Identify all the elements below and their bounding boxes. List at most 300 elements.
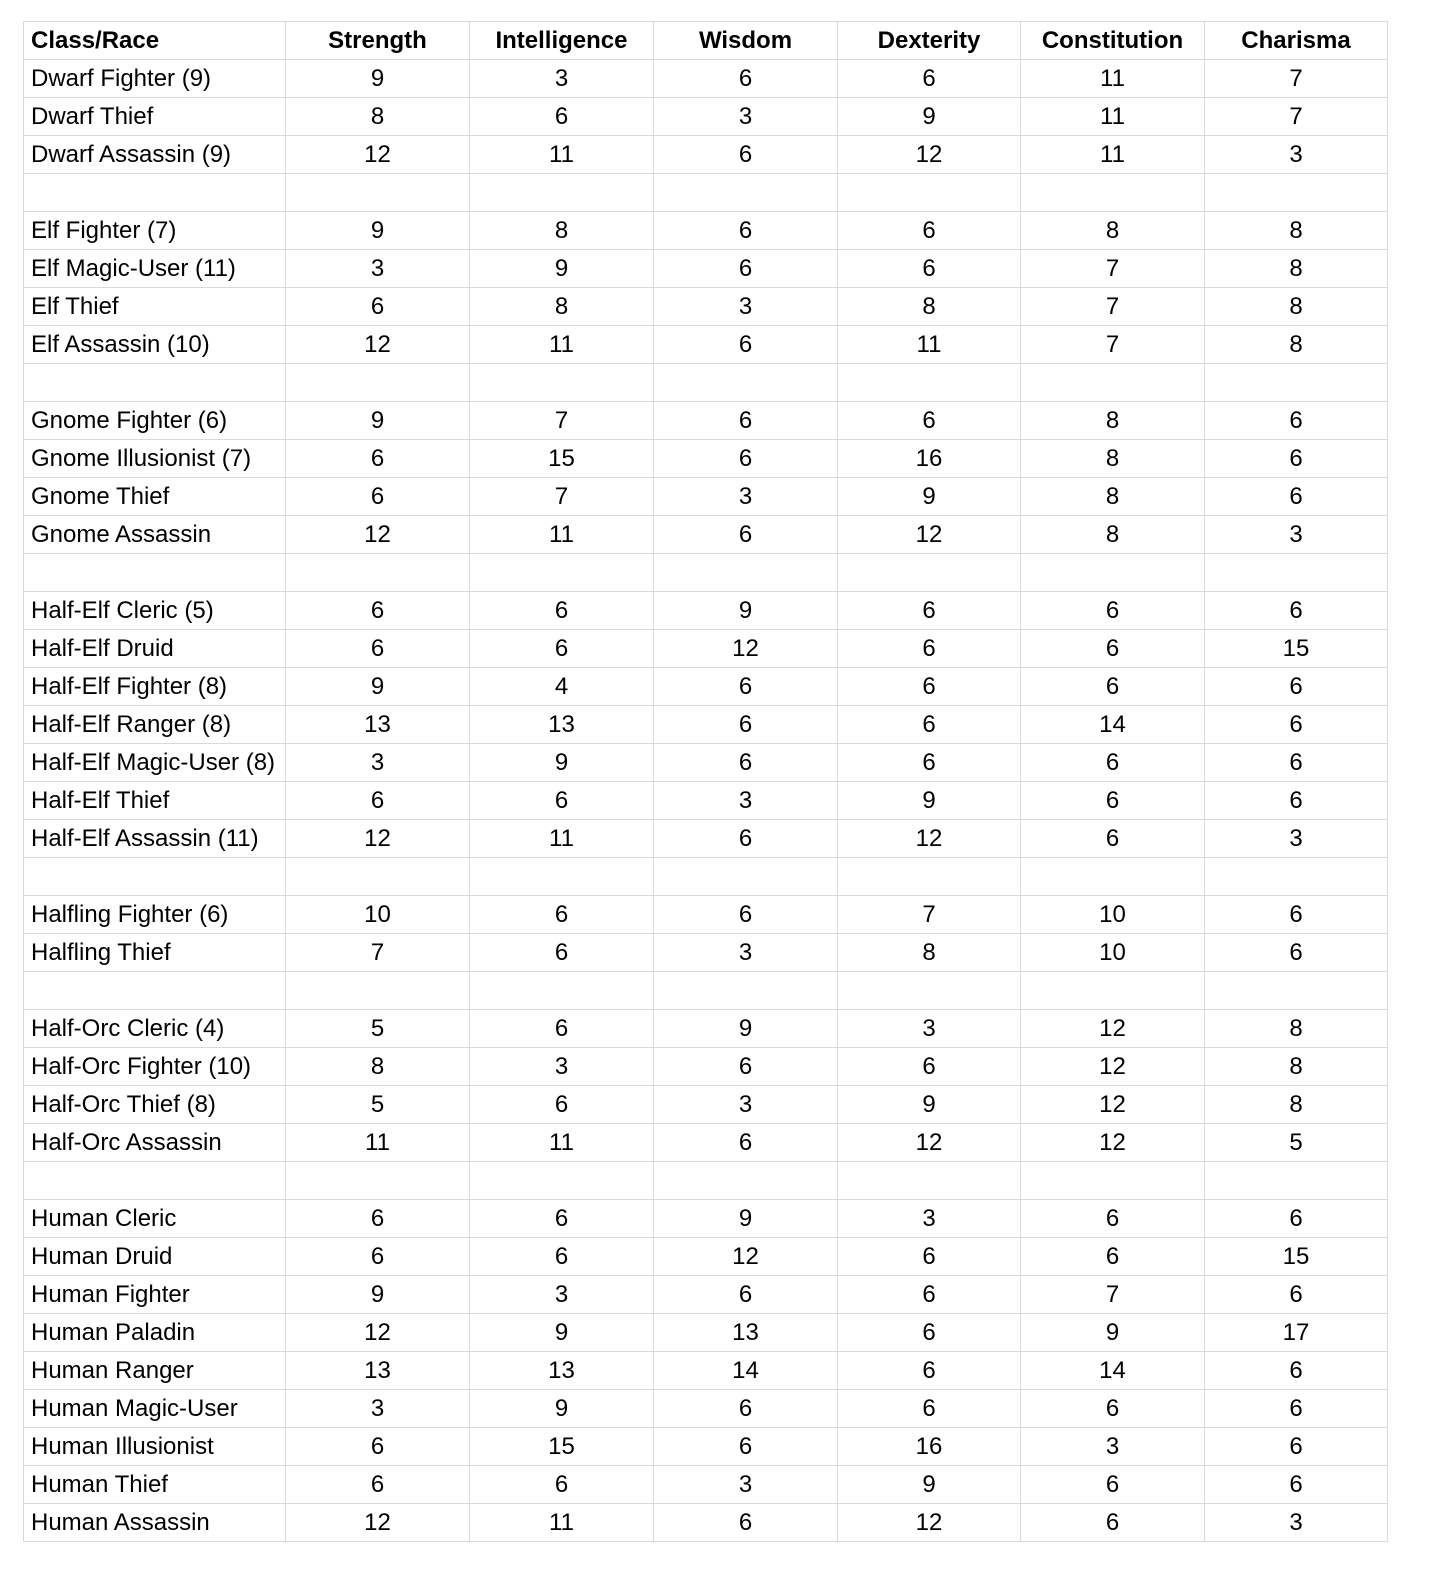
cell-constitution: 12 — [1021, 1010, 1205, 1048]
cell-strength: 5 — [286, 1086, 470, 1124]
cell-constitution: 6 — [1021, 630, 1205, 668]
cell-intelligence: 11 — [470, 820, 654, 858]
table-row — [24, 440, 1388, 478]
cell-charisma: 6 — [1205, 896, 1388, 934]
cell-dexterity: 9 — [838, 782, 1021, 820]
cell-dexterity: 9 — [838, 1086, 1021, 1124]
cell-strength — [286, 554, 470, 592]
table-row — [24, 1010, 1388, 1048]
cell-wisdom: 6 — [654, 136, 838, 174]
cell-wisdom: 3 — [654, 98, 838, 136]
table-row — [24, 516, 1388, 554]
table-row — [24, 1428, 1388, 1466]
cell-constitution: 6 — [1021, 1504, 1205, 1542]
cell-charisma: 6 — [1205, 478, 1388, 516]
cell-charisma: 6 — [1205, 1428, 1388, 1466]
cell-constitution: 6 — [1021, 668, 1205, 706]
cell-class-race: Half-Elf Assassin (11) — [24, 820, 286, 858]
table-row — [24, 250, 1388, 288]
cell-class-race — [24, 174, 286, 212]
cell-constitution: 14 — [1021, 706, 1205, 744]
cell-wisdom: 6 — [654, 1504, 838, 1542]
cell-strength: 6 — [286, 1200, 470, 1238]
cell-constitution: 7 — [1021, 1276, 1205, 1314]
cell-charisma: 6 — [1205, 782, 1388, 820]
cell-dexterity: 3 — [838, 1200, 1021, 1238]
header-wisdom: Wisdom — [654, 22, 838, 60]
cell-constitution: 8 — [1021, 402, 1205, 440]
cell-intelligence: 15 — [470, 440, 654, 478]
cell-class-race: Half-Orc Fighter (10) — [24, 1048, 286, 1086]
cell-constitution: 6 — [1021, 1466, 1205, 1504]
table-row — [24, 98, 1388, 136]
table-row — [24, 744, 1388, 782]
cell-charisma: 6 — [1205, 744, 1388, 782]
cell-dexterity: 12 — [838, 516, 1021, 554]
cell-strength: 3 — [286, 1390, 470, 1428]
table-row — [24, 1276, 1388, 1314]
cell-dexterity — [838, 972, 1021, 1010]
table-row — [24, 1238, 1388, 1276]
table-row — [24, 896, 1388, 934]
cell-charisma: 3 — [1205, 136, 1388, 174]
cell-class-race — [24, 858, 286, 896]
cell-constitution: 8 — [1021, 440, 1205, 478]
cell-strength: 9 — [286, 60, 470, 98]
cell-constitution: 6 — [1021, 592, 1205, 630]
cell-class-race: Human Ranger — [24, 1352, 286, 1390]
cell-charisma: 8 — [1205, 250, 1388, 288]
cell-class-race: Human Fighter — [24, 1276, 286, 1314]
cell-wisdom: 6 — [654, 744, 838, 782]
cell-strength — [286, 972, 470, 1010]
cell-class-race: Human Thief — [24, 1466, 286, 1504]
table-row — [24, 1086, 1388, 1124]
table-row — [24, 1504, 1388, 1542]
cell-charisma: 6 — [1205, 592, 1388, 630]
cell-wisdom: 12 — [654, 630, 838, 668]
table-row — [24, 402, 1388, 440]
cell-strength: 5 — [286, 1010, 470, 1048]
cell-charisma: 8 — [1205, 288, 1388, 326]
cell-charisma — [1205, 174, 1388, 212]
cell-strength — [286, 174, 470, 212]
cell-wisdom: 14 — [654, 1352, 838, 1390]
cell-wisdom: 6 — [654, 1428, 838, 1466]
cell-wisdom: 6 — [654, 1390, 838, 1428]
cell-intelligence: 4 — [470, 668, 654, 706]
spacer-row — [24, 554, 1388, 592]
table-row — [24, 630, 1388, 668]
cell-wisdom: 6 — [654, 706, 838, 744]
cell-strength: 6 — [286, 782, 470, 820]
cell-intelligence: 6 — [470, 934, 654, 972]
cell-intelligence: 9 — [470, 1390, 654, 1428]
cell-class-race — [24, 364, 286, 402]
cell-dexterity: 6 — [838, 1238, 1021, 1276]
cell-intelligence: 13 — [470, 706, 654, 744]
cell-intelligence: 3 — [470, 60, 654, 98]
cell-class-race: Half-Orc Assassin — [24, 1124, 286, 1162]
cell-constitution — [1021, 554, 1205, 592]
cell-intelligence: 6 — [470, 630, 654, 668]
cell-strength: 13 — [286, 1352, 470, 1390]
cell-intelligence: 11 — [470, 326, 654, 364]
cell-wisdom: 9 — [654, 1200, 838, 1238]
cell-wisdom: 6 — [654, 896, 838, 934]
cell-intelligence: 6 — [470, 1466, 654, 1504]
table-row — [24, 60, 1388, 98]
header-intelligence: Intelligence — [470, 22, 654, 60]
table-row — [24, 136, 1388, 174]
cell-constitution: 6 — [1021, 744, 1205, 782]
cell-constitution: 6 — [1021, 782, 1205, 820]
cell-wisdom: 6 — [654, 440, 838, 478]
cell-strength: 12 — [286, 326, 470, 364]
cell-constitution: 7 — [1021, 326, 1205, 364]
header-row — [24, 22, 1388, 60]
cell-strength: 13 — [286, 706, 470, 744]
cell-wisdom: 3 — [654, 478, 838, 516]
cell-strength: 12 — [286, 820, 470, 858]
cell-charisma: 6 — [1205, 1200, 1388, 1238]
cell-charisma: 15 — [1205, 630, 1388, 668]
cell-dexterity: 6 — [838, 706, 1021, 744]
cell-wisdom: 9 — [654, 1010, 838, 1048]
cell-class-race: Gnome Fighter (6) — [24, 402, 286, 440]
cell-dexterity: 9 — [838, 1466, 1021, 1504]
cell-wisdom: 3 — [654, 288, 838, 326]
cell-wisdom — [654, 858, 838, 896]
table-row — [24, 592, 1388, 630]
cell-wisdom: 6 — [654, 326, 838, 364]
cell-wisdom: 6 — [654, 60, 838, 98]
table-body — [24, 60, 1388, 1542]
cell-intelligence: 11 — [470, 136, 654, 174]
cell-dexterity: 12 — [838, 820, 1021, 858]
cell-charisma: 6 — [1205, 934, 1388, 972]
cell-dexterity: 11 — [838, 326, 1021, 364]
cell-strength: 12 — [286, 136, 470, 174]
cell-constitution: 9 — [1021, 1314, 1205, 1352]
cell-class-race: Elf Magic-User (11) — [24, 250, 286, 288]
cell-constitution — [1021, 174, 1205, 212]
cell-class-race: Half-Elf Cleric (5) — [24, 592, 286, 630]
table-row — [24, 326, 1388, 364]
cell-class-race: Dwarf Assassin (9) — [24, 136, 286, 174]
cell-charisma: 6 — [1205, 706, 1388, 744]
cell-class-race: Human Magic-User — [24, 1390, 286, 1428]
cell-dexterity: 16 — [838, 1428, 1021, 1466]
cell-constitution: 8 — [1021, 516, 1205, 554]
header-constitution: Constitution — [1021, 22, 1205, 60]
cell-intelligence: 3 — [470, 1276, 654, 1314]
cell-dexterity: 12 — [838, 1124, 1021, 1162]
cell-dexterity: 12 — [838, 1504, 1021, 1542]
cell-class-race: Elf Assassin (10) — [24, 326, 286, 364]
cell-constitution — [1021, 972, 1205, 1010]
cell-charisma: 6 — [1205, 1390, 1388, 1428]
cell-dexterity: 6 — [838, 1352, 1021, 1390]
cell-strength: 8 — [286, 1048, 470, 1086]
cell-strength: 9 — [286, 402, 470, 440]
cell-class-race: Half-Orc Thief (8) — [24, 1086, 286, 1124]
cell-strength: 6 — [286, 288, 470, 326]
cell-constitution — [1021, 1162, 1205, 1200]
cell-charisma: 3 — [1205, 820, 1388, 858]
cell-class-race: Half-Elf Ranger (8) — [24, 706, 286, 744]
cell-wisdom: 6 — [654, 820, 838, 858]
cell-dexterity — [838, 554, 1021, 592]
cell-dexterity — [838, 858, 1021, 896]
cell-intelligence: 9 — [470, 250, 654, 288]
cell-strength: 6 — [286, 1466, 470, 1504]
cell-intelligence: 6 — [470, 1086, 654, 1124]
cell-strength: 11 — [286, 1124, 470, 1162]
cell-charisma: 17 — [1205, 1314, 1388, 1352]
cell-class-race: Human Druid — [24, 1238, 286, 1276]
cell-dexterity: 6 — [838, 592, 1021, 630]
cell-charisma: 8 — [1205, 1086, 1388, 1124]
table-row — [24, 288, 1388, 326]
cell-wisdom: 6 — [654, 402, 838, 440]
table-row — [24, 1466, 1388, 1504]
header-class-race: Class/Race — [24, 22, 286, 60]
spacer-row — [24, 858, 1388, 896]
cell-strength — [286, 858, 470, 896]
cell-strength: 9 — [286, 1276, 470, 1314]
cell-dexterity: 9 — [838, 478, 1021, 516]
cell-wisdom: 13 — [654, 1314, 838, 1352]
cell-constitution: 12 — [1021, 1048, 1205, 1086]
cell-class-race: Human Illusionist — [24, 1428, 286, 1466]
cell-strength: 8 — [286, 98, 470, 136]
cell-dexterity: 12 — [838, 136, 1021, 174]
cell-class-race: Halfling Thief — [24, 934, 286, 972]
cell-intelligence: 13 — [470, 1352, 654, 1390]
spacer-row — [24, 972, 1388, 1010]
spacer-row — [24, 364, 1388, 402]
table-row — [24, 706, 1388, 744]
cell-charisma — [1205, 554, 1388, 592]
cell-charisma — [1205, 1162, 1388, 1200]
spacer-row — [24, 174, 1388, 212]
cell-constitution: 6 — [1021, 1238, 1205, 1276]
cell-intelligence: 8 — [470, 288, 654, 326]
cell-constitution: 10 — [1021, 934, 1205, 972]
cell-charisma — [1205, 858, 1388, 896]
cell-strength: 3 — [286, 250, 470, 288]
cell-wisdom: 3 — [654, 934, 838, 972]
cell-strength: 6 — [286, 440, 470, 478]
cell-strength: 12 — [286, 1504, 470, 1542]
cell-strength — [286, 364, 470, 402]
cell-intelligence: 6 — [470, 782, 654, 820]
header-dexterity: Dexterity — [838, 22, 1021, 60]
cell-constitution: 8 — [1021, 478, 1205, 516]
cell-strength: 9 — [286, 668, 470, 706]
cell-wisdom: 6 — [654, 668, 838, 706]
table-header — [24, 22, 1388, 60]
cell-dexterity: 8 — [838, 934, 1021, 972]
cell-class-race: Halfling Fighter (6) — [24, 896, 286, 934]
cell-intelligence — [470, 364, 654, 402]
cell-wisdom: 3 — [654, 782, 838, 820]
class-race-table — [23, 21, 1388, 1542]
cell-constitution — [1021, 364, 1205, 402]
cell-class-race: Elf Fighter (7) — [24, 212, 286, 250]
cell-wisdom — [654, 174, 838, 212]
cell-constitution: 7 — [1021, 250, 1205, 288]
cell-intelligence — [470, 858, 654, 896]
cell-strength: 12 — [286, 1314, 470, 1352]
cell-constitution: 14 — [1021, 1352, 1205, 1390]
table-row — [24, 478, 1388, 516]
cell-dexterity: 6 — [838, 212, 1021, 250]
cell-charisma: 5 — [1205, 1124, 1388, 1162]
cell-wisdom — [654, 554, 838, 592]
cell-charisma: 15 — [1205, 1238, 1388, 1276]
cell-dexterity — [838, 174, 1021, 212]
cell-strength: 7 — [286, 934, 470, 972]
cell-constitution — [1021, 858, 1205, 896]
cell-strength: 10 — [286, 896, 470, 934]
cell-constitution: 11 — [1021, 60, 1205, 98]
cell-constitution: 12 — [1021, 1124, 1205, 1162]
cell-intelligence: 9 — [470, 1314, 654, 1352]
cell-wisdom: 12 — [654, 1238, 838, 1276]
cell-intelligence: 11 — [470, 516, 654, 554]
cell-charisma: 7 — [1205, 60, 1388, 98]
cell-charisma: 6 — [1205, 1466, 1388, 1504]
cell-wisdom — [654, 364, 838, 402]
cell-wisdom: 6 — [654, 1048, 838, 1086]
table-row — [24, 212, 1388, 250]
cell-strength: 6 — [286, 630, 470, 668]
cell-class-race: Half-Elf Magic-User (8) — [24, 744, 286, 782]
cell-dexterity: 6 — [838, 1390, 1021, 1428]
cell-charisma — [1205, 972, 1388, 1010]
spacer-row — [24, 1162, 1388, 1200]
cell-intelligence — [470, 1162, 654, 1200]
cell-constitution: 6 — [1021, 820, 1205, 858]
cell-dexterity: 6 — [838, 402, 1021, 440]
cell-strength — [286, 1162, 470, 1200]
cell-strength: 9 — [286, 212, 470, 250]
cell-dexterity: 8 — [838, 288, 1021, 326]
header-charisma: Charisma — [1205, 22, 1388, 60]
cell-wisdom: 3 — [654, 1466, 838, 1504]
cell-strength: 3 — [286, 744, 470, 782]
cell-constitution: 8 — [1021, 212, 1205, 250]
header-strength: Strength — [286, 22, 470, 60]
cell-intelligence: 6 — [470, 1010, 654, 1048]
cell-wisdom: 3 — [654, 1086, 838, 1124]
cell-charisma: 8 — [1205, 1010, 1388, 1048]
cell-wisdom: 6 — [654, 1124, 838, 1162]
cell-constitution: 3 — [1021, 1428, 1205, 1466]
cell-dexterity: 6 — [838, 250, 1021, 288]
cell-wisdom: 6 — [654, 516, 838, 554]
table-row — [24, 934, 1388, 972]
cell-class-race — [24, 972, 286, 1010]
cell-dexterity: 6 — [838, 1314, 1021, 1352]
table-row — [24, 1048, 1388, 1086]
cell-class-race: Human Cleric — [24, 1200, 286, 1238]
cell-strength: 6 — [286, 1428, 470, 1466]
cell-intelligence: 6 — [470, 1238, 654, 1276]
cell-intelligence: 11 — [470, 1504, 654, 1542]
cell-dexterity: 9 — [838, 98, 1021, 136]
cell-constitution: 6 — [1021, 1390, 1205, 1428]
cell-class-race: Dwarf Fighter (9) — [24, 60, 286, 98]
cell-intelligence: 7 — [470, 478, 654, 516]
cell-constitution: 7 — [1021, 288, 1205, 326]
cell-dexterity: 6 — [838, 744, 1021, 782]
cell-charisma: 3 — [1205, 516, 1388, 554]
table-row — [24, 1352, 1388, 1390]
cell-intelligence: 8 — [470, 212, 654, 250]
cell-intelligence — [470, 972, 654, 1010]
cell-charisma: 6 — [1205, 440, 1388, 478]
cell-dexterity: 6 — [838, 630, 1021, 668]
cell-wisdom: 6 — [654, 212, 838, 250]
table-row — [24, 1200, 1388, 1238]
cell-strength: 12 — [286, 516, 470, 554]
cell-charisma: 8 — [1205, 212, 1388, 250]
cell-dexterity: 6 — [838, 668, 1021, 706]
cell-class-race: Half-Elf Thief — [24, 782, 286, 820]
table-row — [24, 820, 1388, 858]
table-row — [24, 1124, 1388, 1162]
cell-charisma: 6 — [1205, 1276, 1388, 1314]
cell-class-race: Human Assassin — [24, 1504, 286, 1542]
cell-class-race: Gnome Assassin — [24, 516, 286, 554]
cell-intelligence — [470, 174, 654, 212]
cell-wisdom: 6 — [654, 250, 838, 288]
cell-dexterity: 3 — [838, 1010, 1021, 1048]
cell-class-race: Gnome Illusionist (7) — [24, 440, 286, 478]
cell-class-race: Human Paladin — [24, 1314, 286, 1352]
cell-constitution: 11 — [1021, 98, 1205, 136]
cell-dexterity: 7 — [838, 896, 1021, 934]
cell-constitution: 11 — [1021, 136, 1205, 174]
cell-wisdom: 9 — [654, 592, 838, 630]
cell-strength: 6 — [286, 592, 470, 630]
cell-intelligence: 11 — [470, 1124, 654, 1162]
cell-class-race: Half-Elf Druid — [24, 630, 286, 668]
cell-wisdom — [654, 1162, 838, 1200]
cell-dexterity: 6 — [838, 60, 1021, 98]
cell-dexterity: 6 — [838, 1276, 1021, 1314]
cell-class-race: Dwarf Thief — [24, 98, 286, 136]
cell-intelligence: 6 — [470, 896, 654, 934]
cell-intelligence: 15 — [470, 1428, 654, 1466]
cell-charisma: 6 — [1205, 668, 1388, 706]
cell-charisma: 6 — [1205, 1352, 1388, 1390]
cell-intelligence: 7 — [470, 402, 654, 440]
cell-intelligence: 9 — [470, 744, 654, 782]
cell-intelligence: 6 — [470, 98, 654, 136]
cell-charisma: 3 — [1205, 1504, 1388, 1542]
table-row — [24, 668, 1388, 706]
cell-charisma: 7 — [1205, 98, 1388, 136]
cell-intelligence: 3 — [470, 1048, 654, 1086]
cell-constitution: 12 — [1021, 1086, 1205, 1124]
cell-intelligence — [470, 554, 654, 592]
cell-dexterity: 6 — [838, 1048, 1021, 1086]
cell-strength: 6 — [286, 478, 470, 516]
